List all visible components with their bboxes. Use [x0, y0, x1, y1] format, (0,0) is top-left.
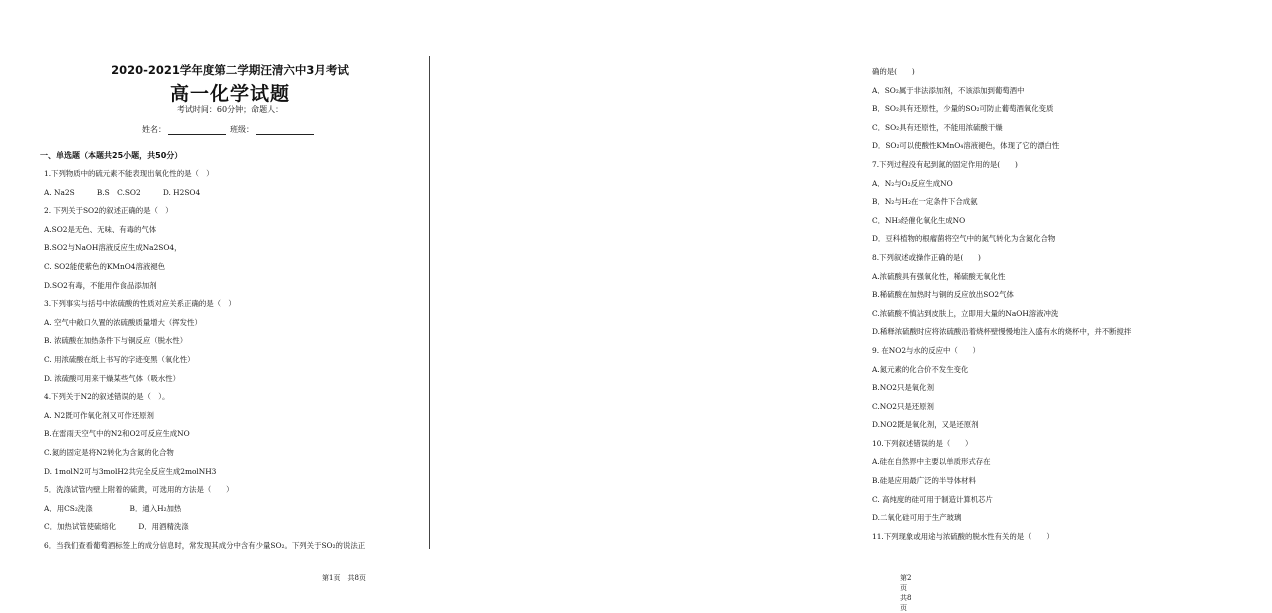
question-line: C.浓硫酸不慎沾到皮肤上，立即用大量的NaOH溶液冲洗 [872, 308, 1059, 318]
question-line: C．加热试管使硫熔化 D．用酒精洗涤 [44, 522, 189, 532]
class-blank [256, 125, 314, 135]
page-left [0, 0, 430, 607]
question-line: D. 浓硫酸可用来干燥某些气体（吸水性） [44, 373, 181, 383]
question-line: D．豆科植物的根瘤菌将空气中的氮气转化为含氮化合物 [872, 234, 1056, 244]
question-line: B.硅是应用最广泛的半导体材料 [872, 476, 976, 486]
question-line: C.氮的固定是将N2转化为含氮的化合物 [44, 447, 174, 457]
question-line: B．SO₂具有还原性，少量的SO₂可防止葡萄酒氧化变质 [872, 104, 1054, 114]
question-line: 确的是( ) [872, 67, 915, 76]
question-line: C．NH₃经催化氧化生成NO [872, 215, 966, 225]
section-title: 一、单选题（本题共25小题，共50分） [40, 151, 183, 160]
question-line: B.在雷雨天空气中的N2和O2可反应生成NO [44, 429, 190, 439]
question-line: 5．洗涤试管内壁上附着的硫黄，可选用的方法是（ ） [44, 485, 234, 495]
question-line: A.硅在自然界中主要以单质形式存在 [872, 457, 991, 467]
question-line: C. 高纯度的硅可用于制造计算机芯片 [872, 494, 993, 504]
question-line: D. 1molN2可与3molH2共完全反应生成2molNH3 [44, 466, 217, 476]
question-line: A．SO₂属于非法添加剂，不该添加到葡萄酒中 [872, 85, 1025, 95]
question-line: B.稀硫酸在加热时与铜的反应放出SO2气体 [872, 290, 1014, 300]
name-label: 姓名： [142, 125, 166, 134]
question-line: 3.下列事实与括号中浓硫酸的性质对应关系正确的是（ ） [44, 299, 236, 309]
student-fields [40, 124, 420, 135]
question-line: C. 用浓硫酸在纸上书写的字迹变黑（氧化性） [44, 354, 195, 364]
question-line: 10.下列叙述错误的是（ ） [872, 438, 973, 448]
question-line: B.SO2与NaOH溶液反应生成Na2SO4， [44, 243, 182, 253]
question-line: 8.下列叙述或操作正确的是( ) [872, 252, 981, 262]
question-line: A．用CS₂洗涤 B．通入H₂加热 [44, 503, 182, 513]
question-line: A. N2既可作氧化剂又可作还原剂 [44, 410, 154, 420]
question-line: A．N₂与O₂反应生成NO [872, 178, 953, 188]
question-line: 7.下列过程没有起到氮的固定作用的是( ) [872, 159, 1018, 169]
main-title: 高一化学试题 [169, 83, 290, 105]
page-footer-left: 第1页 共8页 [322, 574, 366, 582]
question-line: A. 空气中敞口久置的浓硫酸质量增大（挥发性） [44, 317, 202, 327]
name-blank [168, 125, 226, 135]
question-line: 9. 在NO2与水的反应中（ ） [872, 345, 980, 355]
exam-title: 2020-2021学年度第二学期汪清六中3月考试 [111, 63, 349, 77]
question-line: 6．当我们查看葡萄酒标签上的成分信息时，常发现其成分中含有少量SO₂。下列关于SO₂的说法正 [44, 540, 366, 550]
question-line: 1.下列物质中的硫元素不能表现出氧化性的是（ ） [44, 169, 214, 178]
question-line: D．SO₂可以使酸性KMnO₄溶液褪色，体现了它的漂白性 [872, 141, 1060, 151]
page-right [430, 0, 1132, 612]
question-list-left [44, 169, 424, 559]
question-line: C.NO2只是还原剂 [872, 401, 934, 411]
question-line: D.NO2既是氧化剂，又是还原剂 [872, 420, 979, 430]
question-line: D.稀释浓硫酸时应将浓硫酸沿着烧杯壁慢慢地注入盛有水的烧杯中，并不断搅拌 [872, 327, 1132, 337]
question-line: A. Na2S B.S C.SO2 D. H2SO4 [44, 187, 201, 197]
exam-meta: 考试时间：60分钟；命题人： [176, 105, 284, 114]
page-footer-right: 第2页 共8页 [900, 574, 914, 612]
question-line: C．SO₂具有还原性，不能用浓硫酸干燥 [872, 122, 1003, 132]
question-line: 2. 下列关于SO2的叙述正确的是（ ） [44, 206, 173, 216]
question-list-right [872, 67, 1272, 550]
question-line: B. 浓硫酸在加热条件下与铜反应（脱水性） [44, 336, 188, 346]
question-line: B．N₂与H₂在一定条件下合成氨 [872, 197, 978, 207]
question-line: 4.下列关于N2的叙述错误的是（ ）。 [44, 392, 170, 402]
question-line: D.SO2有毒，不能用作食品添加剂 [44, 280, 157, 290]
question-line: A.浓硫酸具有强氧化性，稀硫酸无氧化性 [872, 271, 1006, 281]
class-label: 班级： [230, 125, 254, 134]
question-line: A.氮元素的化合价不发生变化 [872, 364, 969, 374]
question-line: B.NO2只是氧化剂 [872, 383, 934, 393]
question-line: 11.下列现象或用途与浓硫酸的脱水性有关的是（ ） [872, 531, 1054, 541]
question-line: D.二氧化硅可用于生产玻璃 [872, 513, 962, 523]
question-line: A.SO2是无色、无味、有毒的气体 [44, 224, 157, 234]
question-line: C. SO2能使紫色的KMnO4溶液褪色 [44, 261, 166, 271]
